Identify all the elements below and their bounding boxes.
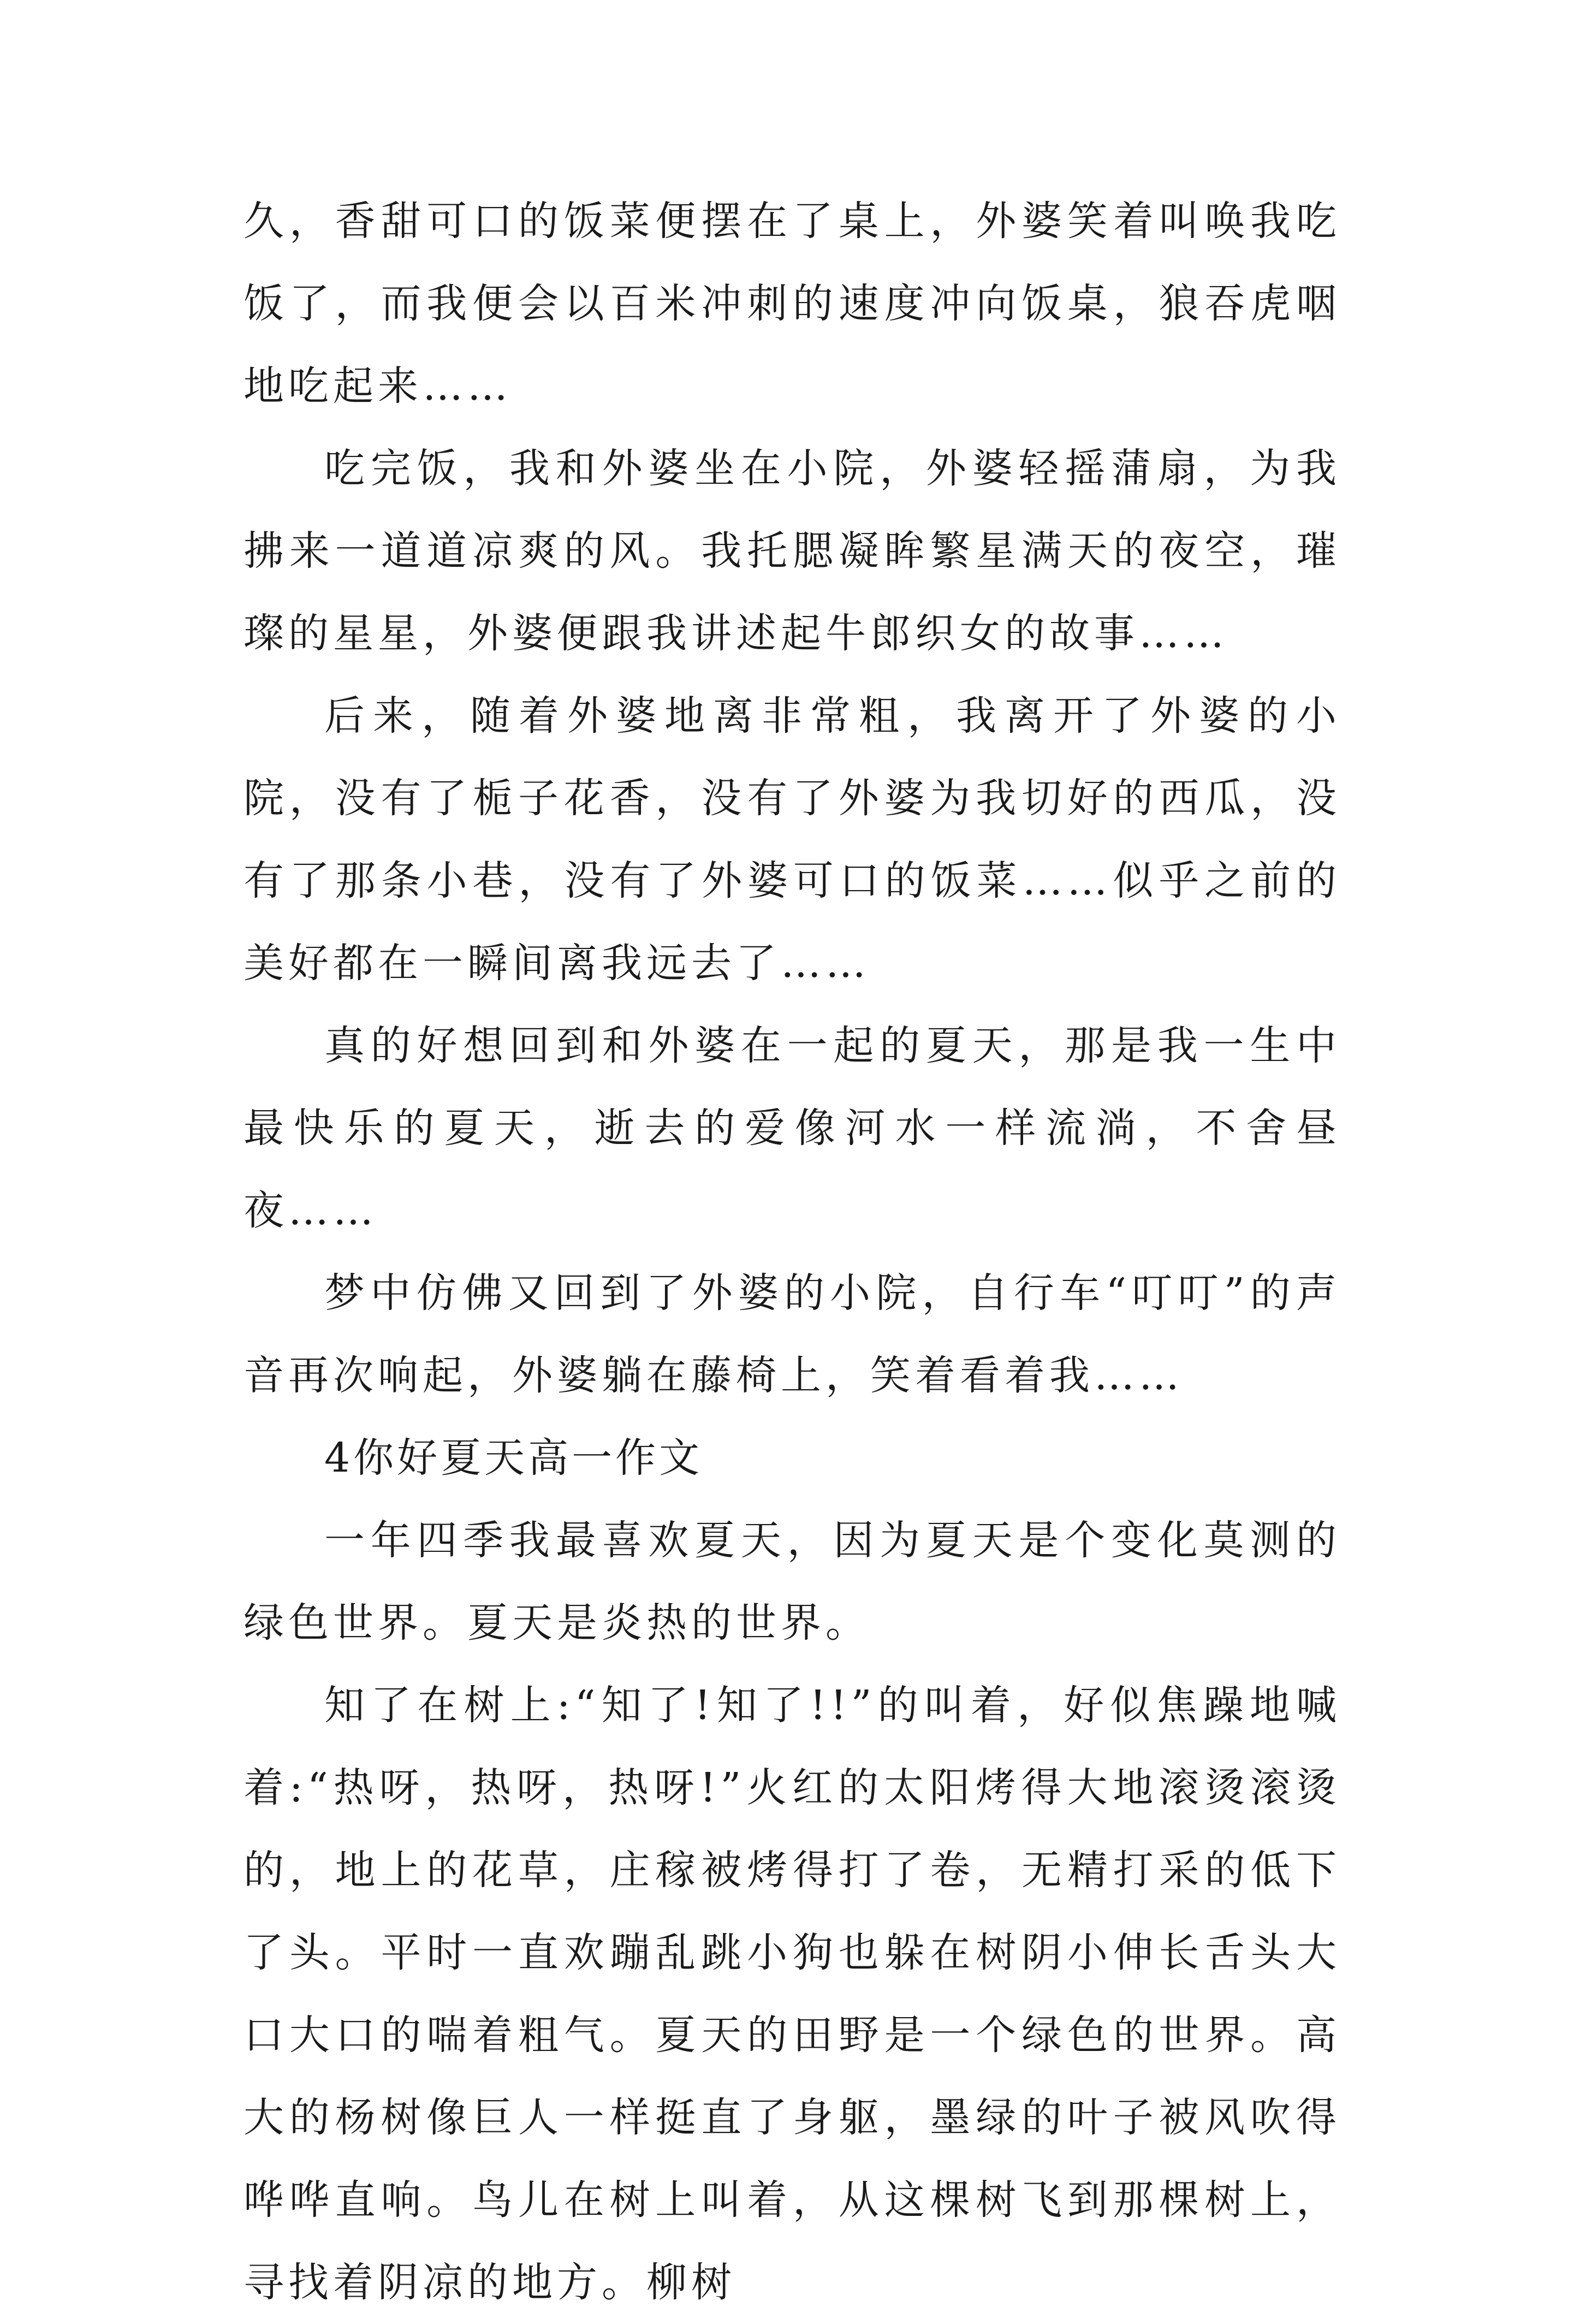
paragraph: 真的好想回到和外婆在一起的夏天，那是我一生中最快乐的夏天，逝去的爱像河水一样流淌，不舍昼夜……	[243, 1022, 1341, 1234]
paragraph: 后来，随着外婆地离非常粗，我离开了外婆的小院，没有了栀子花香，没有了外婆为我切好的西瓜，没有了那条小巷，没有了外婆可口的饭菜……似乎之前的美好都在一瞬间离我远去了……	[243, 692, 1341, 987]
paragraph: 一年四季我最喜欢夏天，因为夏天是个变化莫测的绿色世界。夏天是炎热的世界。	[243, 1517, 1341, 1646]
paragraph: 知了在树上:“知了!知了!!”的叫着，好似焦躁地喊着:“热呀，热呀，热呀!”火红的太阳烤得大地滚烫滚烫的，地上的花草，庄稼被烤得打了卷，无精打采的低下了头。平时一直欢蹦乱跳小狗也躲在树阴小伸长舌头大口大口的喘着粗气。夏天的田野是一个绿色的世界。高大的杨树像巨人一样挺直了身躯，墨绿的叶子被风吹得哗哗直响。鸟儿在树上叫着，从这棵树飞到那棵树上，寻找着阴凉的地方。柳树	[243, 1682, 1341, 2306]
section-heading: 4你好夏天高一作文	[324, 1434, 703, 1481]
document-body	[243, 180, 1341, 2324]
paragraph: 梦中仿佛又回到了外婆的小院，自行车“叮叮”的声音再次响起，外婆躺在藤椅上，笑着看着我……	[243, 1270, 1341, 1399]
paragraph: 吃完饭，我和外婆坐在小院，外婆轻摇蒲扇，为我拂来一道道凉爽的风。我托腮凝眸繁星满天的夜空，璀璨的星星，外婆便跟我讲述起牛郎织女的故事……	[243, 445, 1341, 657]
paragraph-continuation: 久，香甜可口的饭菜便摆在了桌上，外婆笑着叫唤我吃饭了，而我便会以百米冲刺的速度冲向饭桌，狼吞虎咽地吃起来……	[243, 198, 1341, 410]
